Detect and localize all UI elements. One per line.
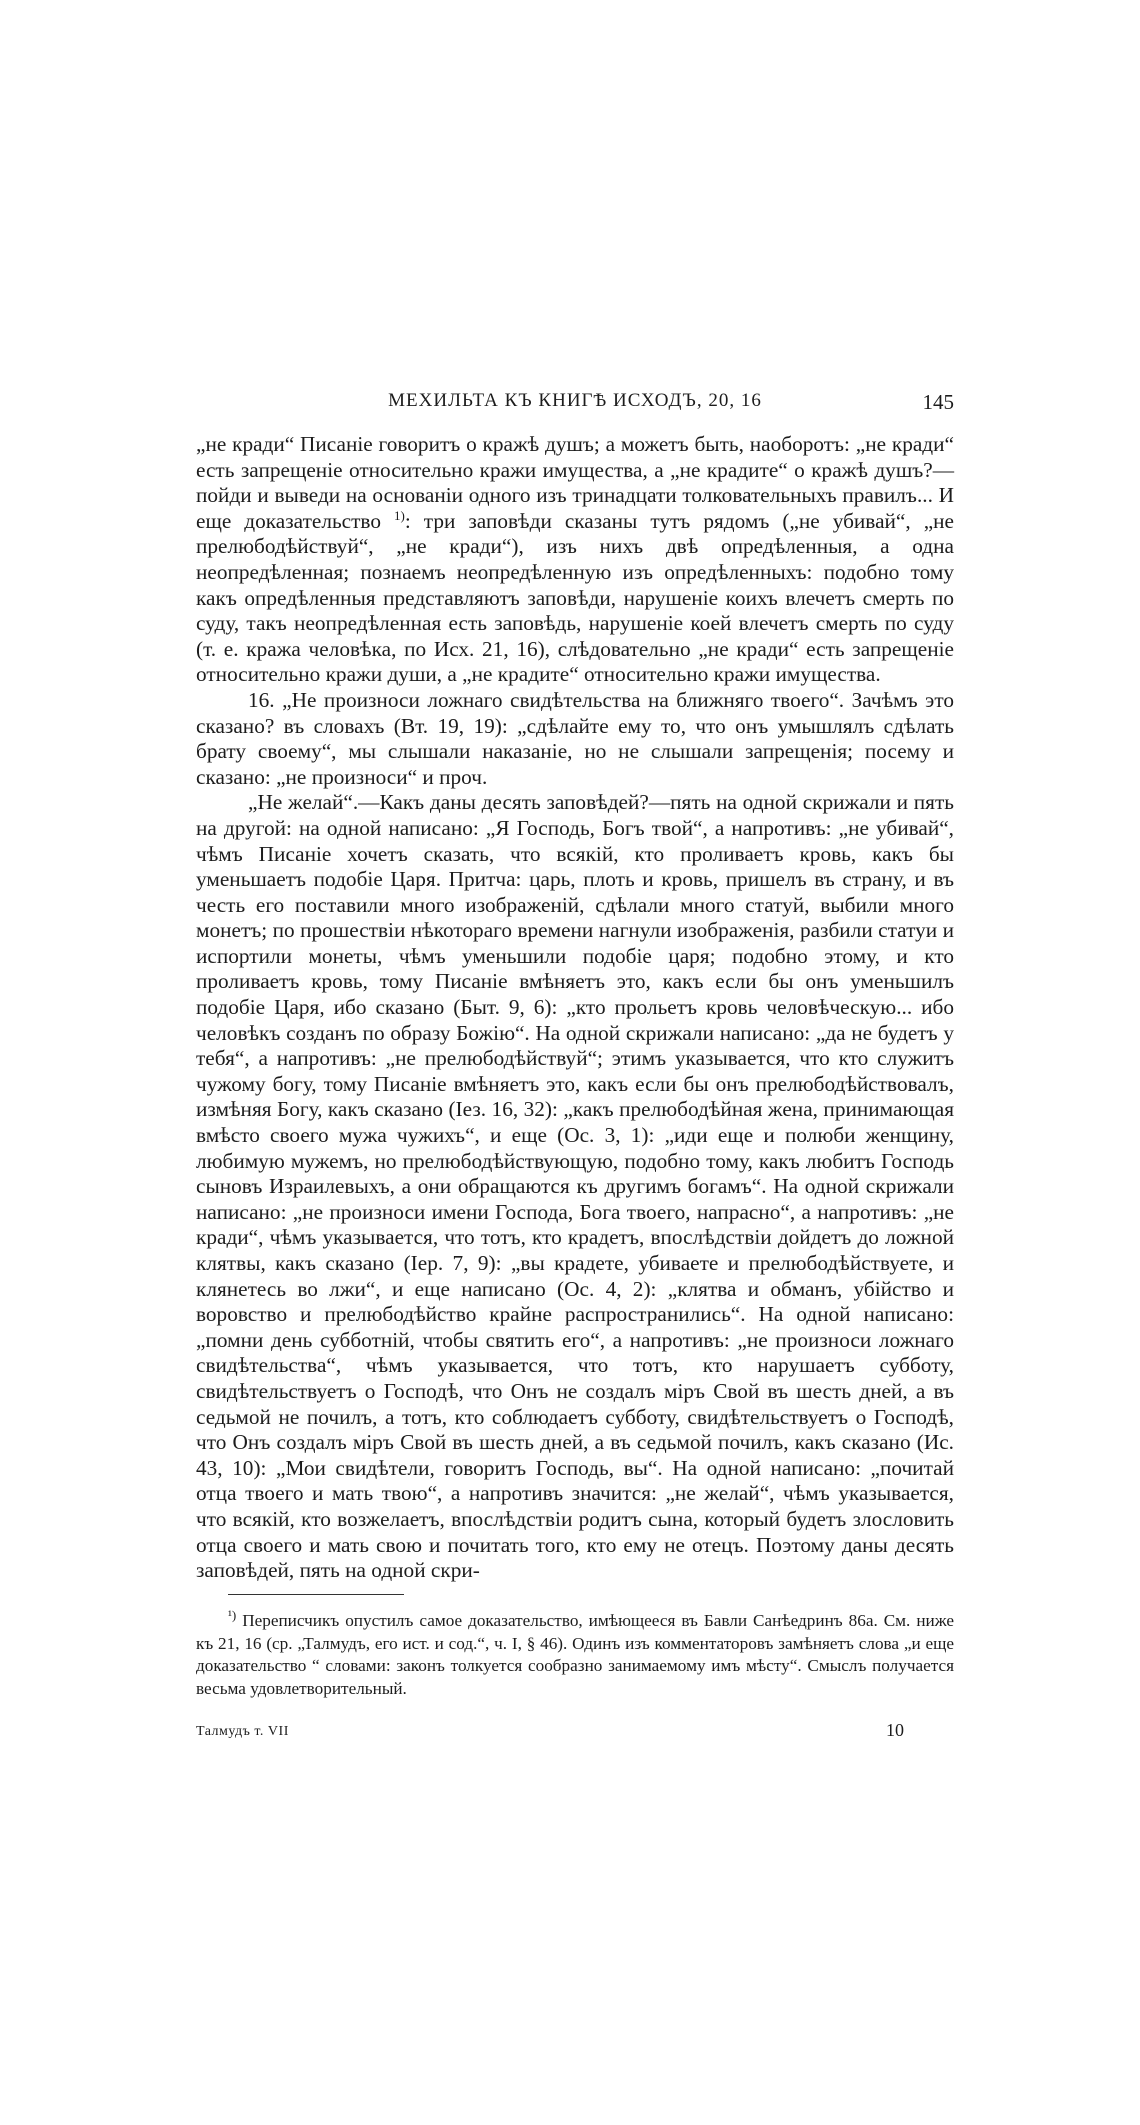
page-header xyxy=(196,390,954,416)
paragraph-2: 16. „Не произноси ложнаго свидѣтельства на ближняго твоего“. Зачѣмъ это сказано? въ словахъ (Вт. 19, 19): „сдѣлайте ему то, что онъ умышлялъ сдѣлать брату своему“, мы слышали наказаніе, но не слышали запрещенія; посему и сказано: „не произноси“ и проч. xyxy=(196,687,954,789)
paragraph-1-text: „не кради“ Писаніе говоритъ о кражѣ душъ; а можетъ быть, наоборотъ: „не кради“ есть запрещеніе относительно кражи имущества, а „не крадите“ о кражѣ душъ?—пойди и выведи на основаніи одного изъ тринадцати толковательныхъ правилъ... И еще доказательство xyxy=(196,432,954,533)
footnote-separator xyxy=(228,1594,404,1595)
footnote-text: Переписчикъ опустилъ самое доказательство, имѣющееся въ Бавли Санѣедринъ 86а. См. ниже къ 21, 16 (ср. „Талмудъ, его ист. и сод.“, ч. I, § 46). Одинъ изъ комментаторовъ замѣняетъ слова „и еще доказательство “ словами: законъ толкуется сообразно занимаемому имъ мѣсту“. Смыслъ получается весьма удовлетворительный. xyxy=(196,1611,954,1698)
running-title: МЕХИЛЬТА КЪ КНИГѢ ИСХОДЪ, 20, 16 xyxy=(388,390,762,411)
page-number: 145 xyxy=(922,390,954,414)
paragraph-3: „Не желай“.—Какъ даны десять заповѣдей?—пять на одной скрижали и пять на другой: на одной написано: „Я Господь, Богъ твой“, а напротивъ: „не убивай“, чѣмъ Писаніе хочетъ сказать, что всякій, кто проливаетъ кровь, какъ бы уменьшаетъ подобіе Царя. Притча: царь, плоть и кровь, пришелъ въ страну, и въ честь его поставили много изображеній, сдѣлали много статуй, выбили много монетъ; по прошествіи нѣкотораго времени нагнули изображенія, разбили статуи и испортили монеты, чѣмъ уменьшили подобіе царя; подобно этому, и кто проливаетъ кровь, тому Писаніе вмѣняетъ это, какъ если бы онъ уменьшилъ подобіе Царя, ибо сказано (Быт. 9, 6): „кто прольетъ кровь человѣческую... ибо человѣкъ созданъ по образу Божію“. На одной скрижали написано: „да не будетъ у тебя“, а напротивъ: „не прелюбодѣйствуй“; этимъ указывается, что кто служитъ чужому богу, тому Писаніе вмѣняетъ это, какъ если бы онъ прелюбодѣйствовалъ, измѣняя Богу, какъ сказано (Іез. 16, 32): „какъ прелюбодѣйная жена, принимающая вмѣсто своего мужа чужихъ“, и еще (Ос. 3, 1): „иди еще и полюби женщину, любимую мужемъ, но прелюбодѣйствующую, подобно тому, какъ любитъ Господь сыновъ Израилевыхъ, а они обращаются къ другимъ богамъ“. На одной скрижали написано: „не произноси имени Господа, Бога твоего, напрасно“, а напротивъ: „не кради“, чѣмъ указывается, что тотъ, кто крадетъ, впослѣдствіи дойдетъ до ложной клятвы, какъ сказано (Іер. 7, 9): „вы крадете, убиваете и прелюбодѣйствуете, и клянетесь во лжи“, и еще написано (Ос. 4, 2): „клятва и обманъ, убійство и воровство и прелюбодѣйство крайне распространились“. На одной написано: „помни день субботній, чтобы святить его“, а напротивъ: „не произноси ложнаго свидѣтельства“, чѣмъ указывается, что тотъ, кто нарушаетъ субботу, свидѣтельствуетъ о Господѣ, что Онъ не создалъ міръ Свой въ шесть дней, а въ седьмой не почилъ, а тотъ, кто соблюдаетъ субботу, свидѣтельствуетъ о Господѣ, что Онъ создалъ міръ Свой въ шесть дней, а въ седьмой почилъ, какъ сказано (Ис. 43, 10): „Мои свидѣтели, говоритъ Господь, вы“. На одной написано: „почитай отца твоего и мать твою“, а напротивъ значится: „не желай“, чѣмъ указывается, что всякій, кто возжелаетъ, впослѣдствіи родитъ сына, который будетъ злословить отца своего и мать свою и почитать того, кто ему не отецъ. Поэтому даны десять заповѣдей, пять на одной скри- xyxy=(196,790,954,1583)
paragraph-1 xyxy=(196,432,954,688)
paragraph-1-continuation: : три заповѣди сказаны тутъ рядомъ („не убивай“, „не прелюбодѣйствуй“, „не кради“), изъ нихъ двѣ опредѣленныя, а одна неопредѣленная; познаемъ неопредѣленную изъ опредѣленныхъ: подобно тому какъ опредѣленныя представляютъ заповѣди, нарушеніе коихъ влечетъ смерть по суду, такъ неопредѣленная есть заповѣдь, нарушеніе коей влечетъ смерть по суду (т. е. кража человѣка, по Исх. 21, 16), слѣдовательно „не кради“ есть запрещеніе относительно кражи души, а „не крадите“ относительно кражи имущества. xyxy=(196,508,955,687)
footnote xyxy=(196,1607,954,1700)
main-text xyxy=(196,432,954,1584)
sheet-number: 10 xyxy=(886,1720,904,1740)
volume-signature: Талмудъ т. VII xyxy=(196,1724,289,1739)
page-footer xyxy=(196,1720,954,1744)
footnote-reference: 1) xyxy=(394,507,405,523)
footnote-marker: ¹) xyxy=(228,1607,237,1623)
